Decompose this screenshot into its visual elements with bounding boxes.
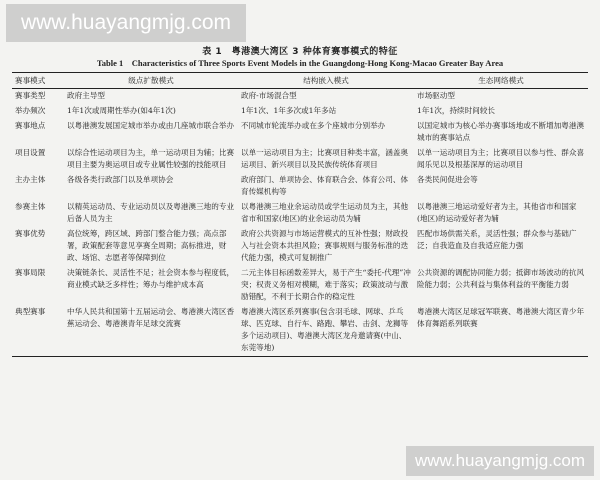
table-cell: 不同城市轮流举办或在多个座城市分别举办 <box>241 121 386 130</box>
table-header-row <box>12 73 588 89</box>
characteristics-table <box>12 72 588 357</box>
table-row <box>12 227 588 266</box>
table-cell: 政府公共资源与市场运营模式的互补性强；财政投入与社会资本共担风险；赛事规则与服务标准的迭代能力强，模式可复制推广 <box>241 229 409 262</box>
table-cell: 高位统筹，跨区域、跨部门整合能力强；高点部署，政策配套等意见享赛全周期；高标推进，财政、场馆、志愿者等保障到位 <box>67 229 227 262</box>
table-cell: 以国定城市为核心举办赛事场地或不断增加粤港澳城市的赛事站点 <box>417 121 585 142</box>
table-cell: 市场驱动型 <box>417 91 455 100</box>
table-row <box>12 173 588 200</box>
row-label: 主办主体 <box>15 175 46 184</box>
watermark-top: www.huayangmjg.com <box>6 4 246 42</box>
table-cell: 粤港澳大湾区系列赛事(包含羽毛球、网球、乒乓球、匹克球、自行车、路跑、攀岩、击剑、龙狮等多个运动项目)、粤港澳大湾区龙舟邀请赛(中山、东莞等地) <box>241 307 409 352</box>
table-title-en: Table 1 Characteristics of Three Sports Event Models in the Guangdong-Hong Kong-Macao Greater Bay Area <box>96 58 504 68</box>
header-structural-embedding: 结构嵌入模式 <box>303 75 349 85</box>
table-cell: 以精英运动员、专业运动员以及粤港澳三地的专业后备人员为主 <box>67 202 235 223</box>
table-cell: 各类民间促进会等 <box>417 175 478 184</box>
table-row <box>12 266 588 305</box>
table-cell: 各级各类行政部门以及单项协会 <box>67 175 174 184</box>
table-cell: 以粤港澳三地运动爱好者为主，其他省市和国家(地区)的运动爱好者为辅 <box>417 202 577 223</box>
table-cell: 政府-市场混合型 <box>241 91 297 100</box>
table-row <box>12 119 588 146</box>
table-cell: 1年1次或周期性举办(如4年1次) <box>67 106 176 115</box>
table-cell: 政府主导型 <box>67 91 105 100</box>
row-label: 赛事优势 <box>15 229 46 238</box>
table-cell: 以粤港澳三地业余运动员或学生运动员为主，其他省市和国家(地区)的业余运动员为辅 <box>241 202 409 223</box>
row-label: 赛事局限 <box>15 268 46 277</box>
table-cell: 中华人民共和国第十五届运动会、粤港澳大湾区香蕉运动会、粤港澳青年足球交流赛 <box>67 307 235 328</box>
table-cell: 政府部门、单项协会、体育联合会、体育公司、体育传媒机构等 <box>241 175 409 196</box>
table-row <box>12 104 588 119</box>
table-row <box>12 146 588 173</box>
table-cell: 以综合性运动项目为主，单一运动项目为辅；比赛项目主要为奥运项目或专业属性较强的技能项目 <box>67 148 235 169</box>
table-cell: 以单一运动项目为主；比赛项目以参与性、群众喜闻乐见以及根基深厚的运动项目 <box>417 148 585 169</box>
row-label: 举办频次 <box>15 106 46 115</box>
row-label: 赛事类型 <box>15 91 46 100</box>
table-cell: 以单一运动项目为主；比赛项目种类丰富，涵盖奥运项目、新兴项目以及民族传统体育项目 <box>241 148 409 169</box>
row-label: 参赛主体 <box>15 202 46 211</box>
table-cell: 公共资源的调配协同能力弱；抵御市场波动的抗风险能力弱；公共利益与集体利益的平衡能力弱 <box>417 268 585 289</box>
header-point-diffusion: 级点扩散模式 <box>128 75 174 85</box>
table-cell: 二元主体目标函数差异大，易于产生“委托-代理”冲突；权责义务相对模糊，难于落实；政策波动与激励错配，不利于长期合作的稳定性 <box>241 268 411 301</box>
row-label: 赛事地点 <box>15 121 46 130</box>
table-row <box>12 89 588 105</box>
table-title-cn: 表 1 粤港澳大湾区 3 种体育赛事模式的特征 <box>202 47 398 57</box>
table-row <box>12 305 588 357</box>
row-label: 典型赛事 <box>15 307 46 316</box>
row-label: 项目设置 <box>15 148 46 157</box>
header-mode: 赛事模式 <box>15 75 46 85</box>
header-ecological-network: 生态网络模式 <box>478 75 524 85</box>
table-cell: 1年1次，持续时间较长 <box>417 106 496 115</box>
table-cell: 1年1次、1年多次或1年多站 <box>241 106 337 115</box>
table-row <box>12 200 588 227</box>
watermark-bottom: www.huayangmjg.com <box>406 446 594 476</box>
table-cell: 决策链条长、灵活性不足；社会资本参与程度低，商业模式缺乏多样性；筹办与维护成本高 <box>67 268 235 289</box>
table-cell: 匹配市场供需关系，灵活性强；群众参与基础广泛；自我造血及自我适应能力强 <box>417 229 577 250</box>
table-cell: 粤港澳大湾区足球冠军联赛、粤港澳大湾区青少年体育舞蹈系列联赛 <box>417 307 585 328</box>
table-cell: 以粤港澳发展国定城市举办或由几座城市联合举办 <box>67 121 235 130</box>
